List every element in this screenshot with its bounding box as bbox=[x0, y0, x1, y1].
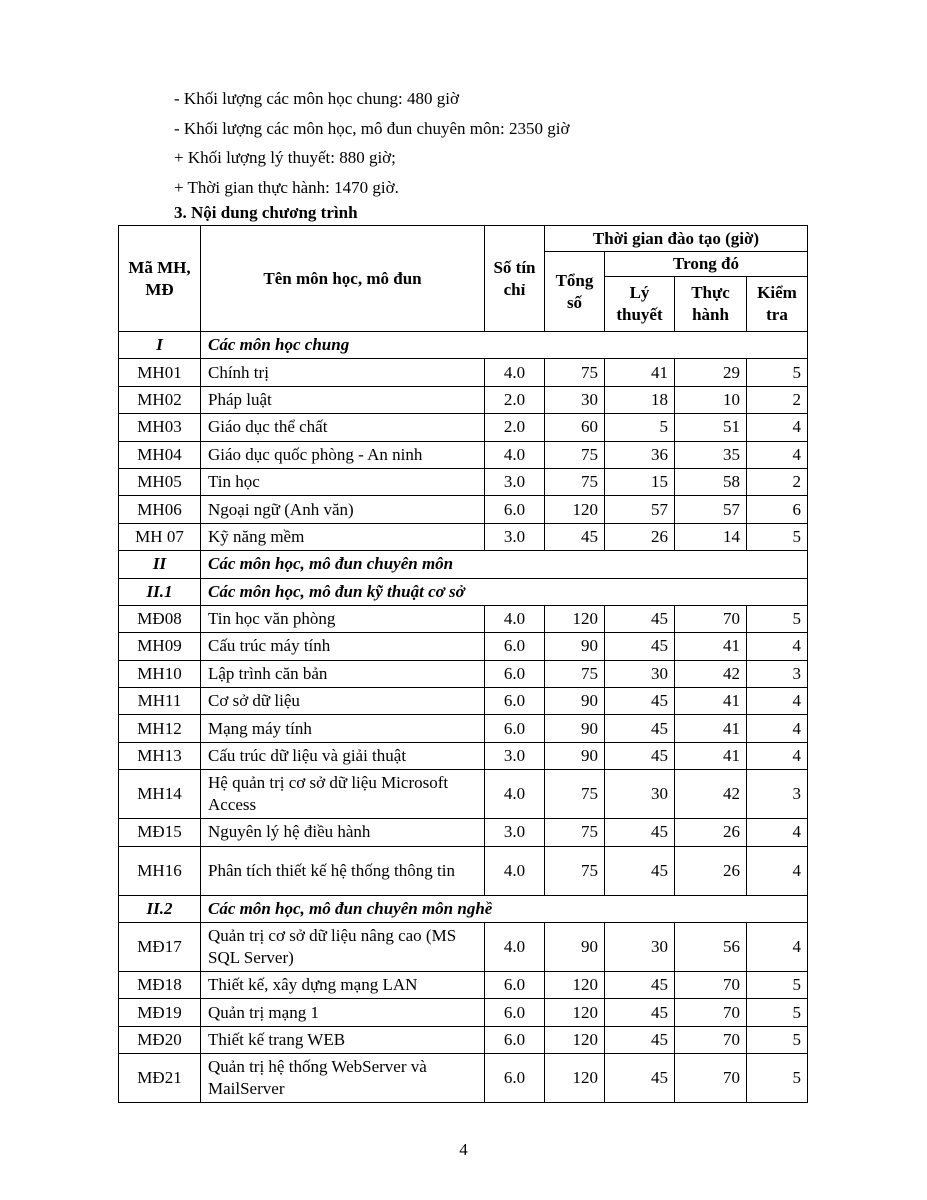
cell-code: MH09 bbox=[119, 633, 201, 660]
cell-code: MĐ18 bbox=[119, 972, 201, 999]
cell-theory: 18 bbox=[605, 386, 675, 413]
cell-exam: 5 bbox=[747, 523, 808, 550]
table-row bbox=[119, 386, 808, 413]
cell-practice: 57 bbox=[675, 496, 747, 523]
cell-name: Nguyên lý hệ điều hành bbox=[201, 819, 485, 846]
cell-credits: 3.0 bbox=[485, 742, 545, 769]
cell-credits: 2.0 bbox=[485, 386, 545, 413]
cell-practice: 41 bbox=[675, 633, 747, 660]
intro-line: + Thời gian thực hành: 1470 giờ. bbox=[174, 177, 399, 197]
cell-code: MĐ15 bbox=[119, 819, 201, 846]
table-body bbox=[119, 332, 808, 1103]
cell-credits: 4.0 bbox=[485, 359, 545, 386]
cell-total: 75 bbox=[545, 660, 605, 687]
cell-total: 120 bbox=[545, 999, 605, 1026]
cell-exam: 6 bbox=[747, 496, 808, 523]
cell-code: MH05 bbox=[119, 468, 201, 495]
cell-theory: 15 bbox=[605, 468, 675, 495]
cell-practice: 70 bbox=[675, 1026, 747, 1053]
intro-list bbox=[174, 84, 569, 202]
section-code: II bbox=[119, 551, 201, 578]
cell-exam: 5 bbox=[747, 1026, 808, 1053]
cell-name: Cấu trúc máy tính bbox=[201, 633, 485, 660]
cell-total: 75 bbox=[545, 468, 605, 495]
cell-practice: 70 bbox=[675, 605, 747, 632]
cell-credits: 6.0 bbox=[485, 1026, 545, 1053]
header-practice: Thực hành bbox=[675, 277, 747, 332]
cell-code: MĐ19 bbox=[119, 999, 201, 1026]
table-row bbox=[119, 846, 808, 895]
cell-theory: 30 bbox=[605, 923, 675, 972]
section-row bbox=[119, 551, 808, 578]
cell-theory: 45 bbox=[605, 819, 675, 846]
cell-name: Thiết kế, xây dựng mạng LAN bbox=[201, 972, 485, 999]
cell-code: MH10 bbox=[119, 660, 201, 687]
cell-practice: 51 bbox=[675, 414, 747, 441]
cell-total: 75 bbox=[545, 770, 605, 819]
cell-total: 120 bbox=[545, 496, 605, 523]
cell-practice: 70 bbox=[675, 1054, 747, 1103]
cell-name: Pháp luật bbox=[201, 386, 485, 413]
cell-exam: 4 bbox=[747, 846, 808, 895]
cell-total: 90 bbox=[545, 742, 605, 769]
section-name: Các môn học, mô đun chuyên môn nghề bbox=[201, 895, 808, 922]
cell-exam: 4 bbox=[747, 715, 808, 742]
cell-theory: 45 bbox=[605, 688, 675, 715]
cell-name: Quản trị cơ sở dữ liệu nâng cao (MS SQL Server) bbox=[201, 923, 485, 972]
cell-credits: 6.0 bbox=[485, 688, 545, 715]
table-row bbox=[119, 819, 808, 846]
cell-credits: 4.0 bbox=[485, 923, 545, 972]
page-number: 4 bbox=[459, 1140, 468, 1159]
table-row bbox=[119, 414, 808, 441]
cell-credits: 3.0 bbox=[485, 523, 545, 550]
cell-name: Ngoại ngữ (Anh văn) bbox=[201, 496, 485, 523]
cell-practice: 56 bbox=[675, 923, 747, 972]
cell-total: 120 bbox=[545, 1026, 605, 1053]
cell-code: MH01 bbox=[119, 359, 201, 386]
cell-total: 120 bbox=[545, 972, 605, 999]
table-row bbox=[119, 359, 808, 386]
cell-credits: 6.0 bbox=[485, 1054, 545, 1103]
cell-code: MH12 bbox=[119, 715, 201, 742]
section-name: Các môn học chung bbox=[201, 332, 808, 359]
header-exam: Kiểm tra bbox=[747, 277, 808, 332]
cell-credits: 6.0 bbox=[485, 972, 545, 999]
cell-code: MH04 bbox=[119, 441, 201, 468]
cell-practice: 29 bbox=[675, 359, 747, 386]
cell-exam: 5 bbox=[747, 972, 808, 999]
cell-theory: 45 bbox=[605, 1054, 675, 1103]
cell-theory: 26 bbox=[605, 523, 675, 550]
cell-theory: 45 bbox=[605, 972, 675, 999]
cell-total: 90 bbox=[545, 633, 605, 660]
cell-total: 75 bbox=[545, 846, 605, 895]
header-time-group: Thời gian đào tạo (giờ) bbox=[545, 226, 808, 252]
section-title: 3. Nội dung chương trình bbox=[174, 203, 358, 222]
cell-name: Mạng máy tính bbox=[201, 715, 485, 742]
cell-exam: 5 bbox=[747, 999, 808, 1026]
header-credits: Số tín chỉ bbox=[485, 226, 545, 332]
cell-practice: 70 bbox=[675, 999, 747, 1026]
cell-code: MH06 bbox=[119, 496, 201, 523]
cell-total: 90 bbox=[545, 715, 605, 742]
cell-code: MH03 bbox=[119, 414, 201, 441]
cell-code: MĐ17 bbox=[119, 923, 201, 972]
table-row bbox=[119, 633, 808, 660]
cell-exam: 4 bbox=[747, 688, 808, 715]
section-name: Các môn học, mô đun kỹ thuật cơ sở bbox=[201, 578, 808, 605]
cell-credits: 2.0 bbox=[485, 414, 545, 441]
table-row bbox=[119, 468, 808, 495]
cell-exam: 3 bbox=[747, 770, 808, 819]
section-code: I bbox=[119, 332, 201, 359]
cell-practice: 35 bbox=[675, 441, 747, 468]
cell-credits: 3.0 bbox=[485, 819, 545, 846]
cell-theory: 45 bbox=[605, 715, 675, 742]
table-row bbox=[119, 715, 808, 742]
cell-exam: 4 bbox=[747, 819, 808, 846]
cell-credits: 3.0 bbox=[485, 468, 545, 495]
cell-practice: 41 bbox=[675, 715, 747, 742]
cell-total: 75 bbox=[545, 819, 605, 846]
section-code: II.1 bbox=[119, 578, 201, 605]
cell-credits: 4.0 bbox=[485, 605, 545, 632]
table-row bbox=[119, 605, 808, 632]
cell-exam: 5 bbox=[747, 359, 808, 386]
cell-theory: 45 bbox=[605, 999, 675, 1026]
cell-practice: 41 bbox=[675, 688, 747, 715]
cell-practice: 42 bbox=[675, 660, 747, 687]
cell-theory: 45 bbox=[605, 605, 675, 632]
cell-practice: 10 bbox=[675, 386, 747, 413]
cell-name: Hệ quản trị cơ sở dữ liệu Microsoft Access bbox=[201, 770, 485, 819]
cell-exam: 4 bbox=[747, 414, 808, 441]
intro-line: - Khối lượng các môn học chung: 480 giờ bbox=[174, 89, 459, 108]
cell-name: Chính trị bbox=[201, 359, 485, 386]
intro-line: - Khối lượng các môn học, mô đun chuyên môn: 2350 giờ bbox=[174, 118, 570, 138]
cell-code: MH02 bbox=[119, 386, 201, 413]
section-row bbox=[119, 895, 808, 922]
header-of-which: Trong đó bbox=[605, 252, 808, 277]
table-row bbox=[119, 742, 808, 769]
cell-credits: 6.0 bbox=[485, 715, 545, 742]
cell-exam: 5 bbox=[747, 605, 808, 632]
table-row bbox=[119, 688, 808, 715]
cell-theory: 57 bbox=[605, 496, 675, 523]
cell-total: 120 bbox=[545, 605, 605, 632]
section-code: II.2 bbox=[119, 895, 201, 922]
cell-total: 75 bbox=[545, 359, 605, 386]
header-name: Tên môn học, mô đun bbox=[201, 226, 485, 332]
cell-name: Thiết kế trang WEB bbox=[201, 1026, 485, 1053]
cell-theory: 30 bbox=[605, 660, 675, 687]
cell-name: Cơ sở dữ liệu bbox=[201, 688, 485, 715]
cell-code: MH16 bbox=[119, 846, 201, 895]
table-row bbox=[119, 972, 808, 999]
cell-name: Cấu trúc dữ liệu và giải thuật bbox=[201, 742, 485, 769]
cell-practice: 26 bbox=[675, 819, 747, 846]
cell-code: MĐ20 bbox=[119, 1026, 201, 1053]
cell-credits: 4.0 bbox=[485, 846, 545, 895]
cell-credits: 4.0 bbox=[485, 770, 545, 819]
cell-practice: 26 bbox=[675, 846, 747, 895]
table-row bbox=[119, 496, 808, 523]
cell-exam: 4 bbox=[747, 742, 808, 769]
table-row bbox=[119, 523, 808, 550]
cell-credits: 4.0 bbox=[485, 441, 545, 468]
cell-name: Giáo dục thể chất bbox=[201, 414, 485, 441]
cell-exam: 2 bbox=[747, 386, 808, 413]
table-row bbox=[119, 999, 808, 1026]
table-row bbox=[119, 660, 808, 687]
header-total: Tổng số bbox=[545, 252, 605, 332]
cell-credits: 6.0 bbox=[485, 633, 545, 660]
cell-theory: 36 bbox=[605, 441, 675, 468]
cell-name: Quản trị mạng 1 bbox=[201, 999, 485, 1026]
table-row bbox=[119, 1026, 808, 1053]
cell-theory: 45 bbox=[605, 633, 675, 660]
cell-name: Tin học văn phòng bbox=[201, 605, 485, 632]
cell-name: Quản trị hệ thống WebServer và MailServer bbox=[201, 1054, 485, 1103]
cell-practice: 41 bbox=[675, 742, 747, 769]
header-theory: Lý thuyết bbox=[605, 277, 675, 332]
section-name: Các môn học, mô đun chuyên môn bbox=[201, 551, 808, 578]
cell-practice: 58 bbox=[675, 468, 747, 495]
cell-code: MĐ08 bbox=[119, 605, 201, 632]
section-row bbox=[119, 332, 808, 359]
cell-total: 45 bbox=[545, 523, 605, 550]
cell-theory: 45 bbox=[605, 1026, 675, 1053]
cell-name: Lập trình căn bản bbox=[201, 660, 485, 687]
cell-name: Tin học bbox=[201, 468, 485, 495]
cell-practice: 14 bbox=[675, 523, 747, 550]
cell-total: 90 bbox=[545, 688, 605, 715]
table-row bbox=[119, 923, 808, 972]
cell-exam: 3 bbox=[747, 660, 808, 687]
cell-practice: 70 bbox=[675, 972, 747, 999]
cell-exam: 4 bbox=[747, 923, 808, 972]
cell-name: Kỹ năng mềm bbox=[201, 523, 485, 550]
cell-code: MH11 bbox=[119, 688, 201, 715]
table-row bbox=[119, 770, 808, 819]
cell-credits: 6.0 bbox=[485, 999, 545, 1026]
cell-code: MH14 bbox=[119, 770, 201, 819]
cell-practice: 42 bbox=[675, 770, 747, 819]
table-row bbox=[119, 1054, 808, 1103]
cell-theory: 41 bbox=[605, 359, 675, 386]
cell-credits: 6.0 bbox=[485, 660, 545, 687]
cell-exam: 5 bbox=[747, 1054, 808, 1103]
cell-exam: 4 bbox=[747, 441, 808, 468]
cell-total: 75 bbox=[545, 441, 605, 468]
cell-name: Phân tích thiết kế hệ thống thông tin bbox=[201, 846, 485, 895]
cell-theory: 45 bbox=[605, 742, 675, 769]
cell-exam: 4 bbox=[747, 633, 808, 660]
cell-total: 90 bbox=[545, 923, 605, 972]
cell-credits: 6.0 bbox=[485, 496, 545, 523]
cell-total: 120 bbox=[545, 1054, 605, 1103]
intro-line: + Khối lượng lý thuyết: 880 giờ; bbox=[174, 148, 396, 167]
cell-total: 30 bbox=[545, 386, 605, 413]
header-code: Mã MH, MĐ bbox=[119, 226, 201, 332]
cell-total: 60 bbox=[545, 414, 605, 441]
cell-name: Giáo dục quốc phòng - An ninh bbox=[201, 441, 485, 468]
cell-theory: 45 bbox=[605, 846, 675, 895]
cell-code: MH 07 bbox=[119, 523, 201, 550]
cell-code: MĐ21 bbox=[119, 1054, 201, 1103]
curriculum-table bbox=[118, 225, 808, 1103]
cell-theory: 5 bbox=[605, 414, 675, 441]
cell-theory: 30 bbox=[605, 770, 675, 819]
cell-exam: 2 bbox=[747, 468, 808, 495]
cell-code: MH13 bbox=[119, 742, 201, 769]
table-row bbox=[119, 441, 808, 468]
section-row bbox=[119, 578, 808, 605]
